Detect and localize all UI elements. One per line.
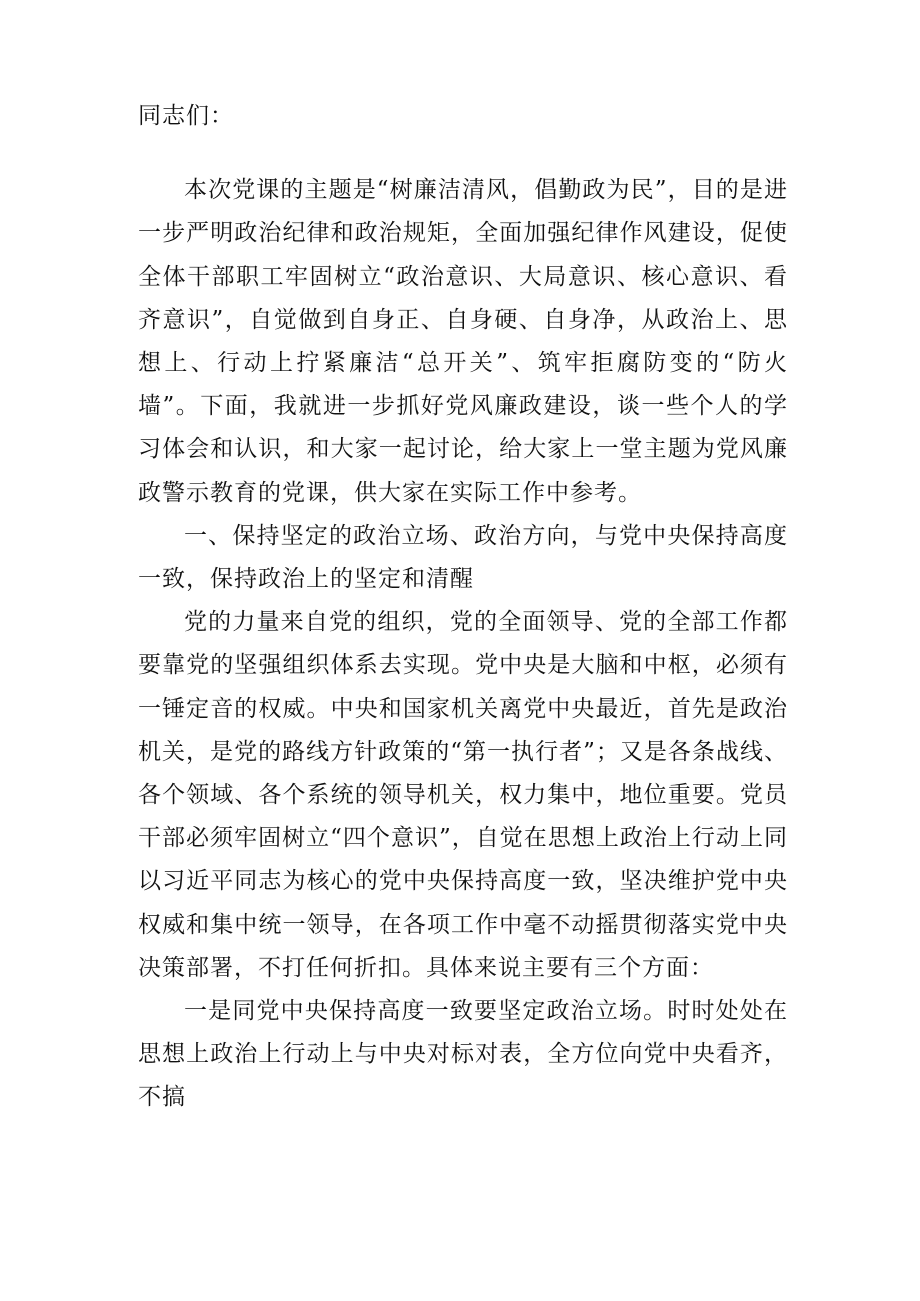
document-body [138,95,788,1120]
section-heading-one: 一、保持坚定的政治立场、政治方向，与党中央保持高度一致，保持政治上的坚定和清醒 [138,522,788,593]
intro-paragraph: 本次党课的主题是“树廉洁清风，倡勤政为民”，目的是进一步严明政治纪律和政治规矩，全面加强纪律作风建设，促使全体干部职工牢固树立“政治意识、大局意识、核心意识、看齐意识”，自觉做到自身正、自身硬、自身净，从政治上、思想上、行动上拧紧廉洁“总开关”、筑牢拒腐防变的“防火墙”。下面，我就进一步抓好党风廉政建设，谈一些个人的学习体会和认识，和大家一起讨论，给大家上一堂主题为党风廉政警示教育的党课，供大家在实际工作中参考。 [138,177,788,506]
greeting: 同志们： [138,103,234,129]
body-paragraph: 党的力量来自党的组织，党的全面领导、党的全部工作都要靠党的坚强组织体系去实现。党中央是大脑和中枢，必须有一锤定音的权威。中央和国家机关离党中央最近，首先是政治机关，是党的路线方针政策的“第一执行者”；又是各条战线、各个领域、各个系统的领导机关，权力集中，地位重要。党员干部必须牢固树立“四个意识”，自觉在思想上政治上行动上同以习近平同志为核心的党中央保持高度一致，坚决维护党中央权威和集中统一领导，在各项工作中毫不动摇贯彻落实党中央决策部署，不打任何折扣。具体来说主要有三个方面： [138,609,788,981]
point-one-paragraph: 一是同党中央保持高度一致要坚定政治立场。时时处处在思想上政治上行动上与中央对标对表，全方位向党中央看齐，不搞 [138,998,788,1111]
